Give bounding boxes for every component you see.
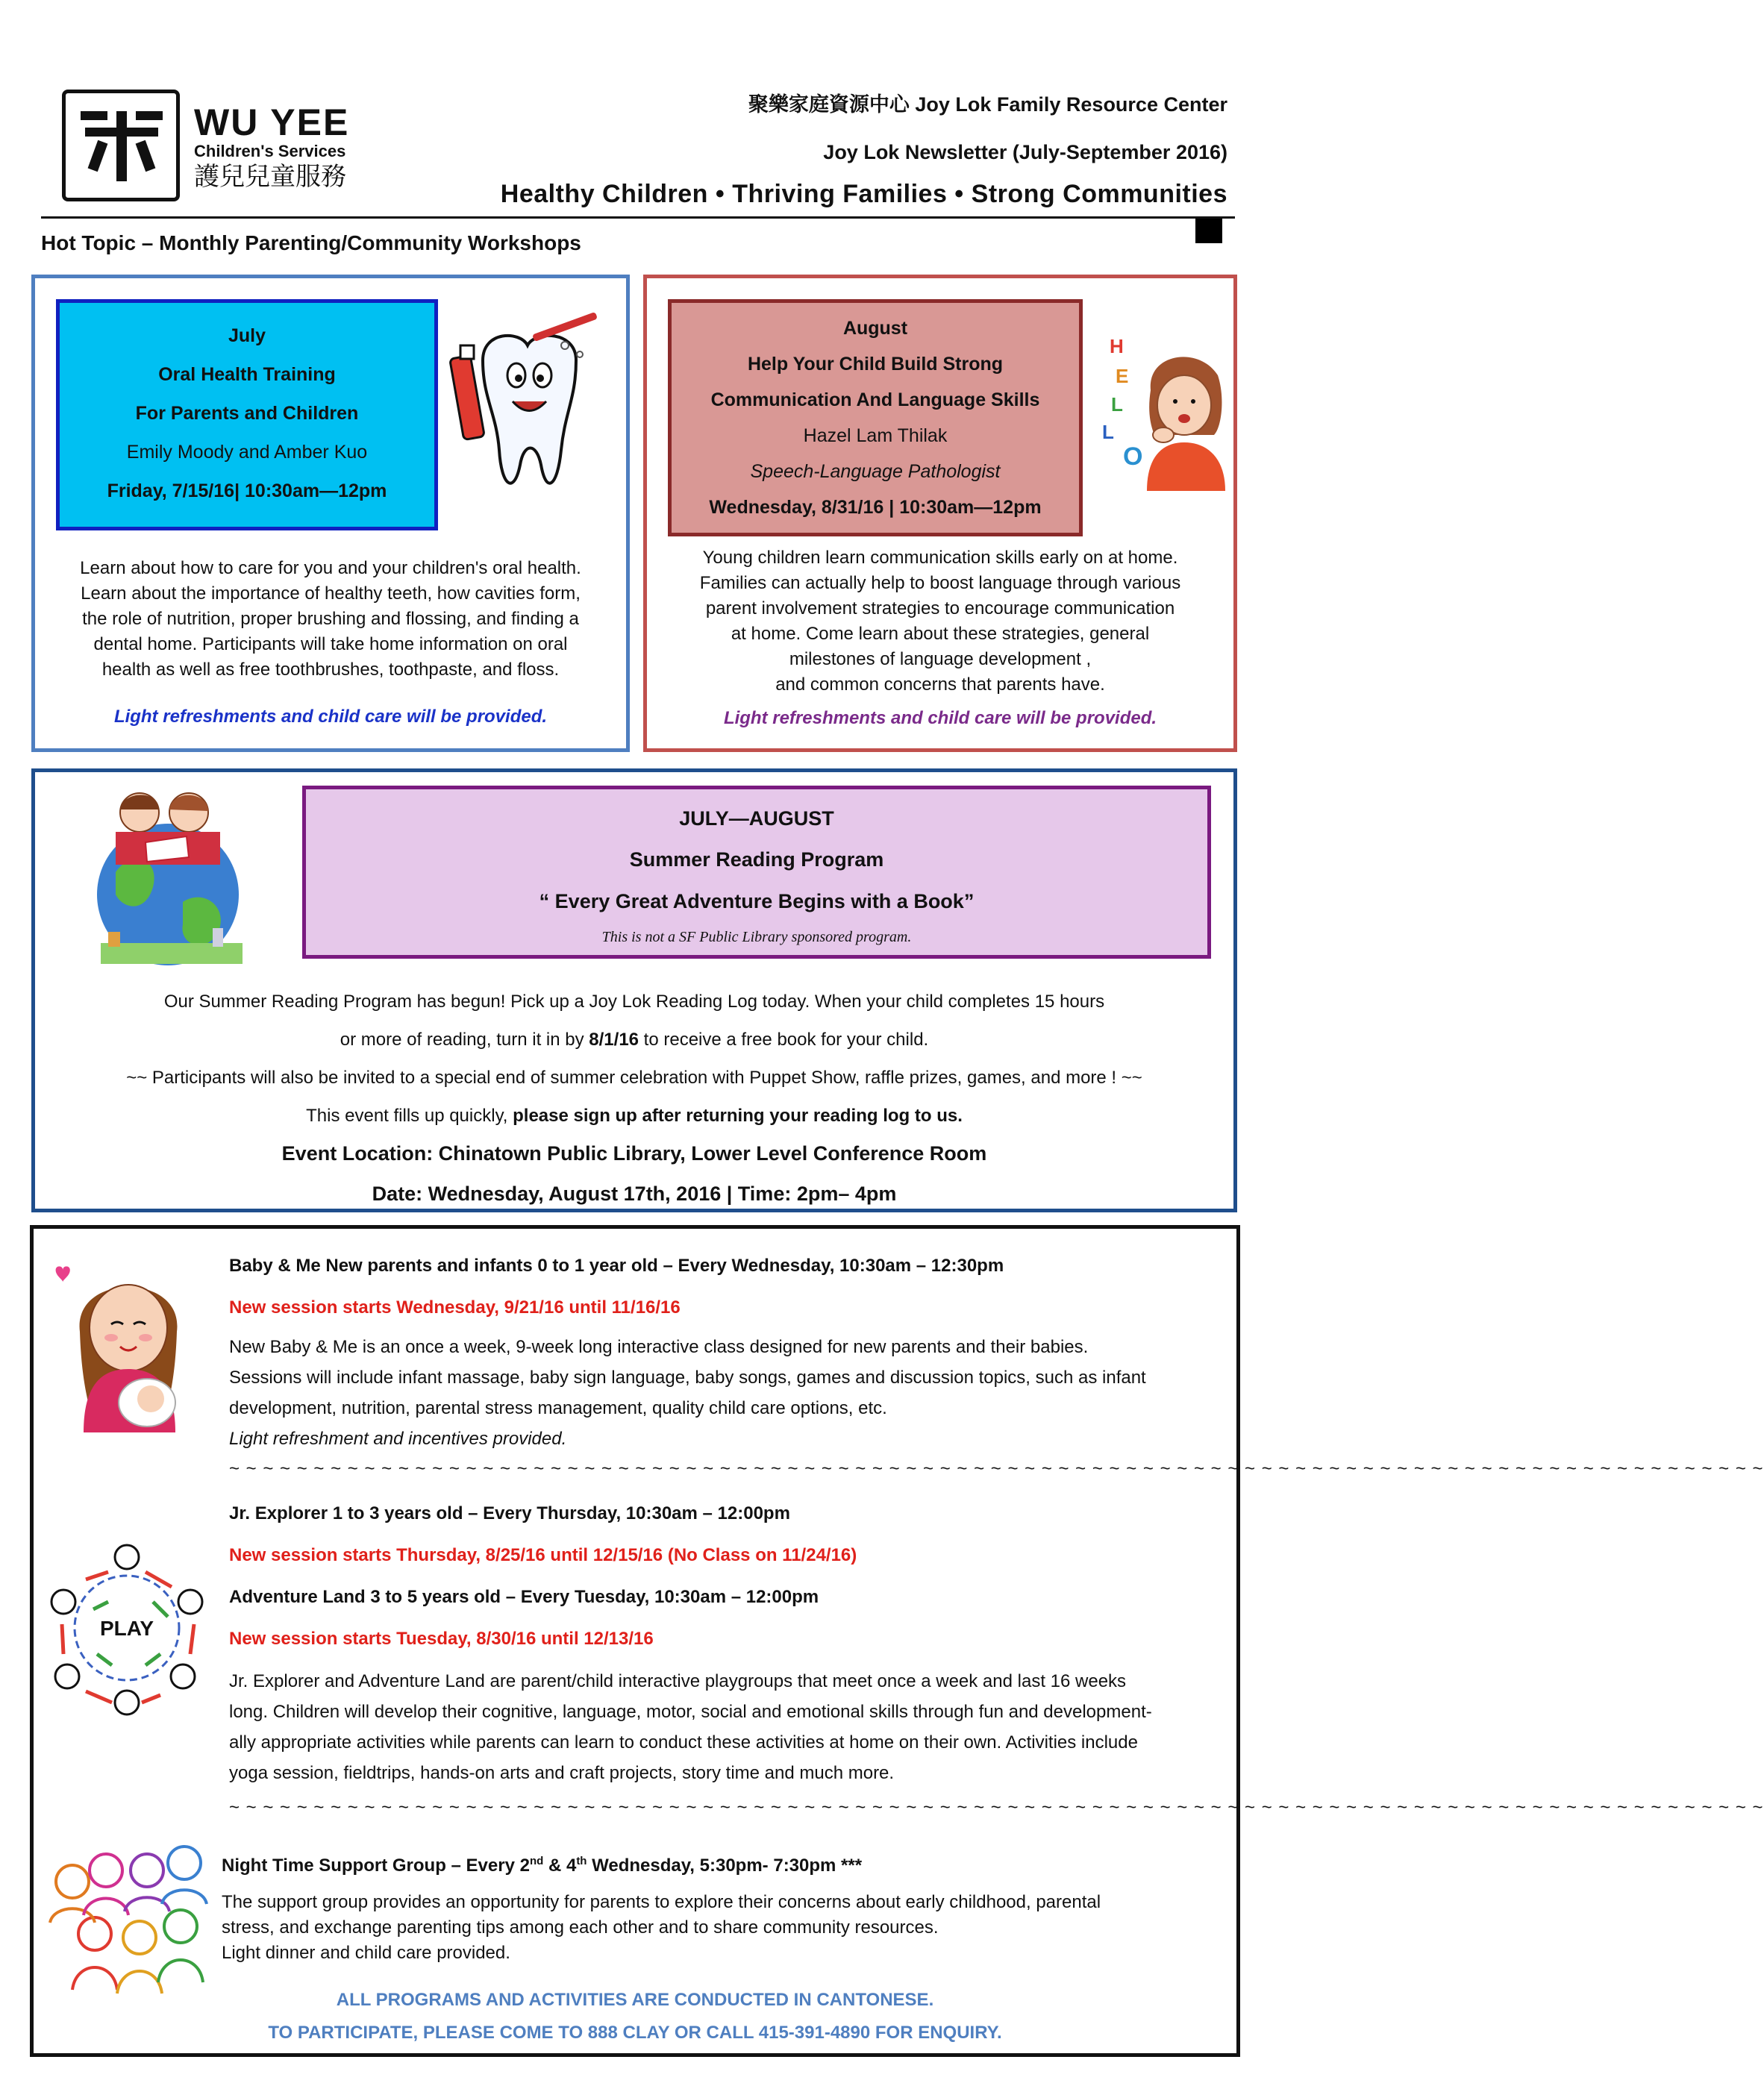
august-description-line: parent involvement strategies to encourage communication bbox=[705, 598, 1175, 618]
brand-name: WU YEE bbox=[194, 101, 350, 143]
brand-block bbox=[194, 103, 349, 192]
tagline: Healthy Children • Thriving Families • Strong Communities bbox=[500, 180, 1227, 208]
august-description-line: Young children learn communication skills early on at home. bbox=[702, 548, 1178, 568]
night-title-sup: th bbox=[576, 1855, 587, 1867]
august-description bbox=[662, 545, 1219, 698]
reading-line: ~~ Participants will also be invited to a special end of summer celebration with Puppet Show, raffle prizes, games, and more ! ~~ bbox=[126, 1068, 1142, 1088]
center-name: 聚樂家庭資源中心 Joy Lok Family Resource Center bbox=[748, 93, 1227, 116]
reading-signup-note: please sign up after returning your reading log to us. bbox=[513, 1106, 963, 1126]
reading-line-text: This event fills up quickly, bbox=[306, 1106, 513, 1126]
hello-letter: L bbox=[1102, 421, 1114, 443]
summer-reading-section bbox=[31, 768, 1237, 1212]
july-description-line: Learn about how to care for you and your children's oral health. bbox=[80, 558, 581, 578]
july-refreshments-note: Light refreshments and child care will be provided. bbox=[113, 707, 548, 727]
play-circle-kids-icon bbox=[41, 1535, 213, 1721]
august-month: August bbox=[842, 318, 908, 339]
hello-letter: L bbox=[1111, 393, 1123, 416]
night-title-text: Night Time Support Group – Every 2 bbox=[222, 1855, 530, 1876]
explorer-description-line: Jr. Explorer and Adventure Land are parent/child interactive playgroups that meet once a week and last 16 weeks bbox=[229, 1671, 1127, 1691]
august-refreshments-note: Light refreshments and child care will be provided. bbox=[723, 708, 1157, 728]
summer-reading-card bbox=[302, 786, 1211, 959]
hello-letter: E bbox=[1116, 365, 1129, 387]
august-title-line2: Communication And Language Skills bbox=[710, 389, 1040, 410]
night-title-text: & 4 bbox=[543, 1855, 577, 1876]
adventure-land-session: New session starts Tuesday, 8/30/16 until 12/13/16 bbox=[229, 1629, 654, 1649]
explorer-description bbox=[229, 1666, 1207, 1788]
reading-title: Summer Reading Program bbox=[629, 848, 884, 871]
august-presenter-role: Speech-Language Pathologist bbox=[750, 461, 1001, 482]
reading-date-time: Date: Wednesday, August 17th, 2016 | Time: 2pm– 4pm bbox=[372, 1183, 897, 1205]
august-workshop bbox=[643, 275, 1237, 752]
night-support-program bbox=[222, 1841, 1207, 1966]
newsletter-title: Joy Lok Newsletter (July-September 2016) bbox=[823, 141, 1227, 163]
night-description-line: Light dinner and child care provided. bbox=[222, 1943, 510, 1963]
baby-description bbox=[229, 1332, 1207, 1454]
explorer-description-line: yoga session, fieldtrips, hands-on arts and craft projects, story time and much more. bbox=[229, 1763, 895, 1783]
july-description-line: Learn about the importance of healthy teeth, how cavities form, bbox=[81, 583, 581, 604]
night-description-line: The support group provides an opportunity for parents to explore their concerns about early childhood, parental bbox=[222, 1892, 1101, 1912]
tilde-divider: ~ ~ ~ ~ ~ ~ ~ ~ ~ ~ ~ ~ ~ ~ ~ ~ ~ ~ ~ ~ ~ ~ ~ ~ ~ ~ ~ ~ ~ ~ ~ ~ ~ ~ ~ ~ ~ ~ ~ ~ ~ ~ ~ ~ ~ ~ ~ ~ ~ ~ ~ ~ ~ ~ ~ ~ ~ ~ ~ ~ ~ ~ ~ ~ ~ ~ ~ ~ ~ ~ ~ ~ ~ ~ ~ ~ ~ ~ ~ ~ ~ ~ ~ ~ ~ ~ ~ ~ ~ ~ ~ bbox=[229, 1459, 1764, 1479]
contact-notice: TO PARTICIPATE, PLEASE COME TO 888 CLAY OR CALL 415-391-4890 FOR ENQUIRY. bbox=[268, 2023, 1002, 2043]
explorer-description-line: ally appropriate activities while parents can learn to conduct these activities at home on their own. Activities include bbox=[229, 1732, 1138, 1753]
explorer-title: Jr. Explorer 1 to 3 years old – Every Thursday, 10:30am – 12:00pm bbox=[229, 1503, 790, 1523]
kids-reading-globe-icon bbox=[56, 783, 280, 973]
adventure-land-title: Adventure Land 3 to 5 years old – Every Tuesday, 10:30am – 12:00pm bbox=[229, 1587, 819, 1607]
july-presenters: Emily Moody and Amber Kuo bbox=[126, 442, 368, 463]
decorative-square bbox=[1195, 219, 1222, 243]
august-description-line: Families can actually help to boost language through various bbox=[699, 573, 1181, 593]
programs-section bbox=[30, 1225, 1764, 2057]
night-title bbox=[222, 1841, 1207, 1887]
tilde-divider: ~ ~ ~ ~ ~ ~ ~ ~ ~ ~ ~ ~ ~ ~ ~ ~ ~ ~ ~ ~ ~ ~ ~ ~ ~ ~ ~ ~ ~ ~ ~ ~ ~ ~ ~ ~ ~ ~ ~ ~ ~ ~ ~ ~ ~ ~ ~ ~ ~ ~ ~ ~ ~ ~ ~ ~ ~ ~ ~ ~ ~ ~ ~ ~ ~ ~ ~ ~ ~ ~ ~ ~ ~ ~ ~ ~ ~ ~ ~ ~ ~ ~ ~ ~ ~ ~ ~ ~ ~ ~ ~ bbox=[229, 1797, 1764, 1817]
reading-deadline: 8/1/16 bbox=[589, 1030, 639, 1050]
explorer-programs bbox=[229, 1493, 1764, 1823]
july-description-line: the role of nutrition, proper brushing and flossing, and finding a bbox=[82, 609, 579, 629]
mother-baby-icon bbox=[43, 1250, 214, 1436]
july-date-time: Friday, 7/15/16| 10:30am—12pm bbox=[107, 480, 387, 501]
night-title-sup: nd bbox=[529, 1855, 544, 1867]
reading-line-text: or more of reading, turn it in by bbox=[340, 1030, 589, 1050]
july-title-line1: Oral Health Training bbox=[158, 364, 336, 385]
baby-description-line: development, nutrition, parental stress management, quality child care options, etc. bbox=[229, 1398, 887, 1418]
reading-line bbox=[35, 1097, 1233, 1135]
hello-letter: O bbox=[1123, 442, 1143, 471]
baby-title: Baby & Me New parents and infants 0 to 1 year old – Every Wednesday, 10:30am – 12:30pm bbox=[229, 1256, 1004, 1276]
tooth-cartoon-icon bbox=[453, 316, 602, 510]
reading-slogan: “ Every Great Adventure Begins with a Book” bbox=[539, 890, 975, 912]
july-workshop bbox=[31, 275, 630, 752]
header-info bbox=[501, 90, 1227, 210]
july-month: July bbox=[228, 325, 266, 346]
night-description-line: stress, and exchange parenting tips among each other and to share community resources. bbox=[222, 1917, 939, 1938]
play-label: PLAY bbox=[99, 1617, 154, 1640]
august-presenter: Hazel Lam Thilak bbox=[803, 425, 948, 446]
august-title-line1: Help Your Child Build Strong bbox=[747, 354, 1004, 375]
reading-dates: JULY—AUGUST bbox=[679, 807, 834, 830]
baby-incentives-note: Light refreshment and incentives provided. bbox=[229, 1429, 567, 1449]
august-date-time: Wednesday, 8/31/16 | 10:30am—12pm bbox=[709, 497, 1042, 518]
hello-child-icon bbox=[1095, 323, 1229, 495]
reading-location: Event Location: Chinatown Public Library, Lower Level Conference Room bbox=[281, 1142, 987, 1165]
wu-yee-logo bbox=[62, 90, 180, 201]
explorer-session: New session starts Thursday, 8/25/16 until 12/15/16 (No Class on 11/24/16) bbox=[229, 1545, 857, 1565]
august-event-card bbox=[668, 299, 1083, 536]
brand-chinese-name: 護兒兒童服務 bbox=[194, 162, 346, 192]
parents-group-icon bbox=[43, 1841, 214, 1997]
reading-event-details bbox=[35, 1133, 1233, 1214]
cantonese-notice: ALL PROGRAMS AND ACTIVITIES ARE CONDUCTED IN CANTONESE. bbox=[336, 1990, 934, 2010]
logo-figures-icon bbox=[78, 105, 166, 187]
reading-description bbox=[35, 983, 1233, 1135]
baby-session: New session starts Wednesday, 9/21/16 until 11/16/16 bbox=[229, 1297, 681, 1318]
august-description-line: and common concerns that parents have. bbox=[775, 674, 1105, 695]
july-title-line2: For Parents and Children bbox=[135, 403, 359, 424]
brand-subtitle: Children's Services bbox=[194, 142, 346, 160]
july-description-line: health as well as free toothbrushes, toothpaste, and floss. bbox=[101, 660, 560, 680]
july-event-card bbox=[56, 299, 438, 530]
baby-and-me-program bbox=[229, 1245, 1764, 1484]
baby-description-line: Sessions will include infant massage, baby sign language, baby songs, games and discussion topics, such as infant bbox=[229, 1368, 1146, 1388]
baby-description-line: New Baby & Me is an once a week, 9-week long interactive class designed for new parents and their babies. bbox=[229, 1337, 1089, 1357]
august-description-line: milestones of language development , bbox=[789, 649, 1092, 669]
reading-line bbox=[35, 1021, 1233, 1059]
july-description bbox=[50, 556, 611, 683]
reading-line: Our Summer Reading Program has begun! Pick up a Joy Lok Reading Log today. When your child completes 15 hours bbox=[163, 992, 1105, 1012]
august-description-line: at home. Come learn about these strategies, general bbox=[731, 624, 1150, 644]
july-description-line: dental home. Participants will take home information on oral bbox=[93, 634, 568, 654]
hello-letter: H bbox=[1110, 335, 1124, 357]
night-description bbox=[222, 1890, 1207, 1966]
header-divider bbox=[41, 216, 1235, 219]
explorer-description-line: long. Children will develop their cognitive, language, motor, social and emotional skills through fun and development- bbox=[229, 1702, 1152, 1722]
reading-line-text: to receive a free book for your child. bbox=[639, 1030, 929, 1050]
newsletter-header bbox=[41, 75, 1235, 216]
section-heading: Hot Topic – Monthly Parenting/Community Workshops bbox=[41, 231, 581, 254]
night-title-text: Wednesday, 5:30pm- 7:30pm *** bbox=[587, 1855, 863, 1876]
reading-disclaimer: This is not a SF Public Library sponsored program. bbox=[601, 929, 912, 945]
